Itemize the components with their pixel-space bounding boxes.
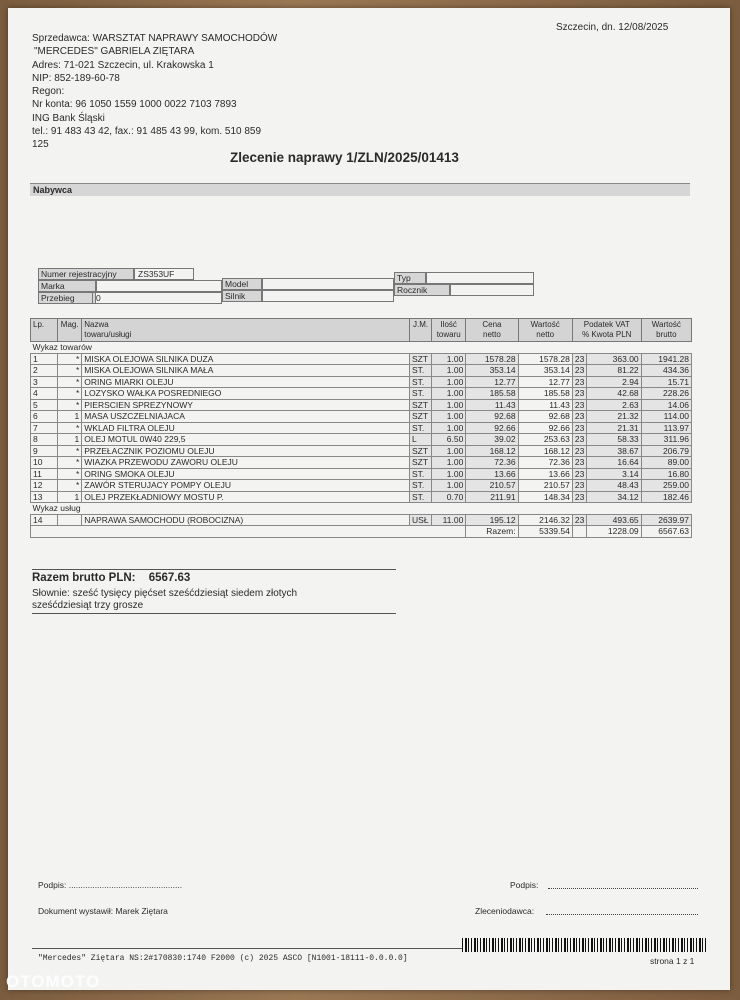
- row-vat-amount: 3.14: [587, 468, 641, 480]
- client-label: Zleceniodawca:: [475, 906, 535, 916]
- row-net: 92.68: [518, 411, 572, 423]
- seller-info: [32, 32, 277, 152]
- row-net: 1578.28: [518, 353, 572, 365]
- row-vat-rate: 23: [572, 376, 587, 388]
- row-lp: 5: [31, 399, 58, 411]
- words-line-2: sześćdziesiąt trzy grosze: [32, 600, 144, 611]
- row-vat-amount: 21.31: [587, 422, 641, 434]
- row-name: PRZEŁACZNIK POZIOMU OLEJU: [82, 445, 410, 457]
- section-goods: Wykaz towarów: [32, 342, 92, 352]
- amount-in-words: [32, 588, 297, 612]
- row-vat-rate: 23: [572, 514, 587, 526]
- row-price: 92.66: [466, 422, 518, 434]
- row-price: 13.66: [466, 468, 518, 480]
- row-gross: 228.26: [641, 388, 691, 400]
- section-services: Wykaz usług: [32, 503, 81, 513]
- row-lp: 13: [31, 491, 58, 503]
- row-vat-amount: 38.67: [587, 445, 641, 457]
- make-label: Marka: [38, 280, 96, 292]
- row-lp: 11: [31, 468, 58, 480]
- seller-line: 125: [32, 139, 49, 151]
- row-mag: *: [58, 353, 82, 365]
- seller-line: Nr konta: 96 1050 1559 1000 0022 7103 7893: [32, 99, 237, 111]
- divider: [32, 569, 396, 570]
- row-mag: 1: [58, 411, 82, 423]
- table-row: [31, 468, 692, 480]
- row-qty: 11.00: [432, 514, 466, 526]
- seller-line: Sprzedawca: WARSZTAT NAPRAWY SAMOCHODÓW: [32, 33, 278, 44]
- document-title: Zlecenie naprawy 1/ZLN/2025/01413: [230, 150, 459, 165]
- row-vat-amount: 42.68: [587, 388, 641, 400]
- row-vat-amount: 2.94: [587, 376, 641, 388]
- table-row: [31, 491, 692, 503]
- row-unit: ST.: [410, 422, 432, 434]
- row-gross: 113.97: [641, 422, 691, 434]
- row-name: WKLAD FILTRA OLEJU: [82, 422, 410, 434]
- sum-label: Razem:: [466, 526, 518, 538]
- row-qty: 1.00: [432, 480, 466, 492]
- row-net: 185.58: [518, 388, 572, 400]
- row-price: 353.14: [466, 365, 518, 377]
- row-name: ORING SMOKA OLEJU: [82, 468, 410, 480]
- row-unit: SZT: [410, 457, 432, 469]
- row-vat-amount: 363.00: [587, 353, 641, 365]
- row-qty: 1.00: [432, 388, 466, 400]
- table-row: [31, 353, 692, 365]
- row-vat-rate: 23: [572, 491, 587, 503]
- row-vat-rate: 23: [572, 468, 587, 480]
- row-unit: SZT: [410, 445, 432, 457]
- seller-line: NIP: 852-189-60-78: [32, 72, 120, 84]
- row-price: 72.36: [466, 457, 518, 469]
- table-header-row: [31, 319, 692, 342]
- row-vat-rate: 23: [572, 399, 587, 411]
- total-label: Razem brutto PLN:: [32, 572, 136, 584]
- row-lp: 12: [31, 480, 58, 492]
- row-unit: ST.: [410, 376, 432, 388]
- table-row: [31, 365, 692, 377]
- row-name: MISKA OLEJOWA SILNIKA DUZA: [82, 353, 410, 365]
- year-value: [450, 284, 534, 296]
- row-price: 12.77: [466, 376, 518, 388]
- row-mag: *: [58, 388, 82, 400]
- total-brutto: [32, 572, 190, 584]
- row-price: 92.68: [466, 411, 518, 423]
- row-lp: 9: [31, 445, 58, 457]
- row-qty: 1.00: [432, 411, 466, 423]
- row-net: 72.36: [518, 457, 572, 469]
- row-price: 210.57: [466, 480, 518, 492]
- row-gross: 259.00: [641, 480, 691, 492]
- table-row: [31, 514, 692, 526]
- row-net: 253.63: [518, 434, 572, 446]
- year-label: Rocznik: [394, 284, 450, 296]
- table-row: [31, 399, 692, 411]
- row-net: 92.66: [518, 422, 572, 434]
- table-row: [31, 445, 692, 457]
- items-table: [30, 318, 692, 538]
- row-unit: ST.: [410, 388, 432, 400]
- row-vat-amount: 2.63: [587, 399, 641, 411]
- row-qty: 1.00: [432, 399, 466, 411]
- row-vat-rate: 23: [572, 457, 587, 469]
- row-price: 39.02: [466, 434, 518, 446]
- row-lp: 8: [31, 434, 58, 446]
- row-vat-amount: 34.12: [587, 491, 641, 503]
- row-mag: 1: [58, 491, 82, 503]
- row-vat-amount: 48.43: [587, 480, 641, 492]
- row-unit: L: [410, 434, 432, 446]
- row-price: 185.58: [466, 388, 518, 400]
- city-date: Szczecin, dn. 12/08/2025: [556, 22, 669, 33]
- sum-vat: 1228.09: [587, 526, 641, 538]
- row-lp: 7: [31, 422, 58, 434]
- row-gross: 1941.28: [641, 353, 691, 365]
- type-label: Typ: [394, 272, 426, 284]
- col-header: Podatek VAT % Kwota PLN: [572, 319, 641, 342]
- row-name: NAPRAWA SAMOCHODU (ROBOCIZNA): [82, 514, 410, 526]
- row-price: 211.91: [466, 491, 518, 503]
- seller-line: "MERCEDES" GABRIELA ZIĘTARA: [34, 46, 195, 58]
- row-name: PIERSCIEN SPREZYNOWY: [82, 399, 410, 411]
- row-gross: 206.79: [641, 445, 691, 457]
- row-net: 13.66: [518, 468, 572, 480]
- table-row: [31, 480, 692, 492]
- row-unit: SZT: [410, 353, 432, 365]
- row-price: 11.43: [466, 399, 518, 411]
- table-row: [31, 388, 692, 400]
- row-mag: [58, 514, 82, 526]
- engine-value: [262, 290, 394, 302]
- divider: [32, 613, 396, 614]
- row-net: 148.34: [518, 491, 572, 503]
- row-gross: 16.80: [641, 468, 691, 480]
- table-row: [31, 411, 692, 423]
- row-qty: 6.50: [432, 434, 466, 446]
- row-price: 1578.28: [466, 353, 518, 365]
- row-vat-amount: 16.64: [587, 457, 641, 469]
- mileage-label: Przebieg: [38, 292, 96, 304]
- row-mag: *: [58, 457, 82, 469]
- row-net: 11.43: [518, 399, 572, 411]
- table-row: [31, 457, 692, 469]
- seller-line: ING Bank Śląski: [32, 112, 105, 124]
- row-vat-rate: 23: [572, 434, 587, 446]
- row-qty: 1.00: [432, 445, 466, 457]
- model-label: Model: [222, 278, 262, 290]
- row-gross: 89.00: [641, 457, 691, 469]
- row-qty: 1.00: [432, 376, 466, 388]
- sum-brutto: 6567.63: [641, 526, 691, 538]
- row-vat-rate: 23: [572, 411, 587, 423]
- col-header: Wartość netto: [518, 319, 572, 342]
- col-header: Cena netto: [466, 319, 518, 342]
- row-gross: 14.06: [641, 399, 691, 411]
- row-unit: USŁ: [410, 514, 432, 526]
- row-name: WIAZKA PRZEWODU ZAWORU OLEJU: [82, 457, 410, 469]
- total-value: 6567.63: [148, 572, 191, 584]
- col-header: Ilość towaru: [432, 319, 466, 342]
- row-net: 12.77: [518, 376, 572, 388]
- software-info: "Mercedes" Ziętara NS:2#170830:1740 F2000 (c) 2025 ASCO [N1001-18111-0.0.0.0]: [38, 954, 408, 963]
- row-unit: ST.: [410, 468, 432, 480]
- engine-label: Silnik: [222, 290, 262, 302]
- row-gross: 114.00: [641, 411, 691, 423]
- row-unit: SZT: [410, 399, 432, 411]
- type-value: [426, 272, 534, 284]
- model-value: [262, 278, 394, 290]
- signature-left: Podpis: ................................................: [38, 880, 183, 890]
- make-value: [96, 280, 222, 292]
- row-lp: 6: [31, 411, 58, 423]
- row-net: 168.12: [518, 445, 572, 457]
- row-vat-rate: 23: [572, 422, 587, 434]
- row-price: 168.12: [466, 445, 518, 457]
- table-row: [31, 434, 692, 446]
- sum-netto: 5339.54: [518, 526, 572, 538]
- row-lp: 14: [31, 514, 58, 526]
- row-vat-rate: 23: [572, 445, 587, 457]
- row-mag: *: [58, 376, 82, 388]
- row-mag: *: [58, 468, 82, 480]
- row-name: MASA USZCZELNIAJACA: [82, 411, 410, 423]
- row-price: 195.12: [466, 514, 518, 526]
- row-unit: ST.: [410, 480, 432, 492]
- reg-label: Numer rejestracyjny: [38, 268, 134, 280]
- row-gross: 311.96: [641, 434, 691, 446]
- issued-by: Dokument wystawił: Marek Ziętara: [38, 906, 168, 916]
- row-lp: 2: [31, 365, 58, 377]
- row-unit: ST.: [410, 491, 432, 503]
- col-header: Mag.: [58, 319, 82, 342]
- row-lp: 10: [31, 457, 58, 469]
- col-header: J.M.: [410, 319, 432, 342]
- row-mag: *: [58, 399, 82, 411]
- row-vat-amount: 21.32: [587, 411, 641, 423]
- row-mag: *: [58, 480, 82, 492]
- row-net: 353.14: [518, 365, 572, 377]
- col-header: Wartość brutto: [641, 319, 691, 342]
- col-header: Lp.: [31, 319, 58, 342]
- row-mag: *: [58, 422, 82, 434]
- row-vat-rate: 23: [572, 480, 587, 492]
- row-net: 210.57: [518, 480, 572, 492]
- row-name: OLEJ MOTUL 0W40 229,5: [82, 434, 410, 446]
- row-mag: *: [58, 365, 82, 377]
- row-qty: 1.00: [432, 365, 466, 377]
- signature-line: [548, 888, 698, 889]
- row-lp: 1: [31, 353, 58, 365]
- row-net: 2146.32: [518, 514, 572, 526]
- row-qty: 1.00: [432, 353, 466, 365]
- table-row: [31, 422, 692, 434]
- row-gross: 15.71: [641, 376, 691, 388]
- row-vat-rate: 23: [572, 388, 587, 400]
- words-line-1: Słownie: sześć tysięcy pięćset sześćdziesiąt siedem złotych: [32, 588, 298, 599]
- row-gross: 182.46: [641, 491, 691, 503]
- page-number: strona 1 z 1: [650, 956, 695, 966]
- signature-right: Podpis:: [510, 880, 539, 890]
- col-header: Nazwa towaru/usługi: [82, 319, 410, 342]
- barcode-icon: [462, 938, 706, 952]
- table-row: [31, 376, 692, 388]
- seller-line: Adres: 71-021 Szczecin, ul. Krakowska 1: [32, 59, 214, 71]
- seller-line: Regon:: [32, 86, 65, 98]
- client-line: [546, 914, 698, 915]
- reg-value: ZS353UF: [134, 268, 194, 280]
- row-lp: 4: [31, 388, 58, 400]
- row-qty: 1.00: [432, 468, 466, 480]
- row-vat-rate: 23: [572, 353, 587, 365]
- row-vat-amount: 81.22: [587, 365, 641, 377]
- row-qty: 1.00: [432, 457, 466, 469]
- buyer-header: Nabywca: [30, 183, 690, 196]
- row-gross: 434.36: [641, 365, 691, 377]
- row-qty: 1.00: [432, 422, 466, 434]
- row-mag: 1: [58, 434, 82, 446]
- row-vat-amount: 493.65: [587, 514, 641, 526]
- otomoto-watermark: OTOMOTO: [6, 972, 101, 991]
- row-vat-rate: 23: [572, 365, 587, 377]
- row-gross: 2639.97: [641, 514, 691, 526]
- row-qty: 0.70: [432, 491, 466, 503]
- row-name: OLEJ PRZEKŁADNIOWY MOSTU P.: [82, 491, 410, 503]
- row-name: LOZYSKO WAŁKA POSREDNIEGO: [82, 388, 410, 400]
- row-name: ZAWÓR STERUJACY POMPY OLEJU: [82, 480, 410, 492]
- row-lp: 3: [31, 376, 58, 388]
- seller-line: tel.: 91 483 43 42, fax.: 91 485 43 99, kom. 510 859: [32, 126, 262, 138]
- row-vat-amount: 58.33: [587, 434, 641, 446]
- mileage-value: 0: [92, 292, 222, 304]
- row-name: MISKA OLEJOWA SILNIKA MAŁA: [82, 365, 410, 377]
- row-name: ORING MIARKI OLEJU: [82, 376, 410, 388]
- row-unit: SZT: [410, 411, 432, 423]
- row-mag: *: [58, 445, 82, 457]
- row-unit: ST.: [410, 365, 432, 377]
